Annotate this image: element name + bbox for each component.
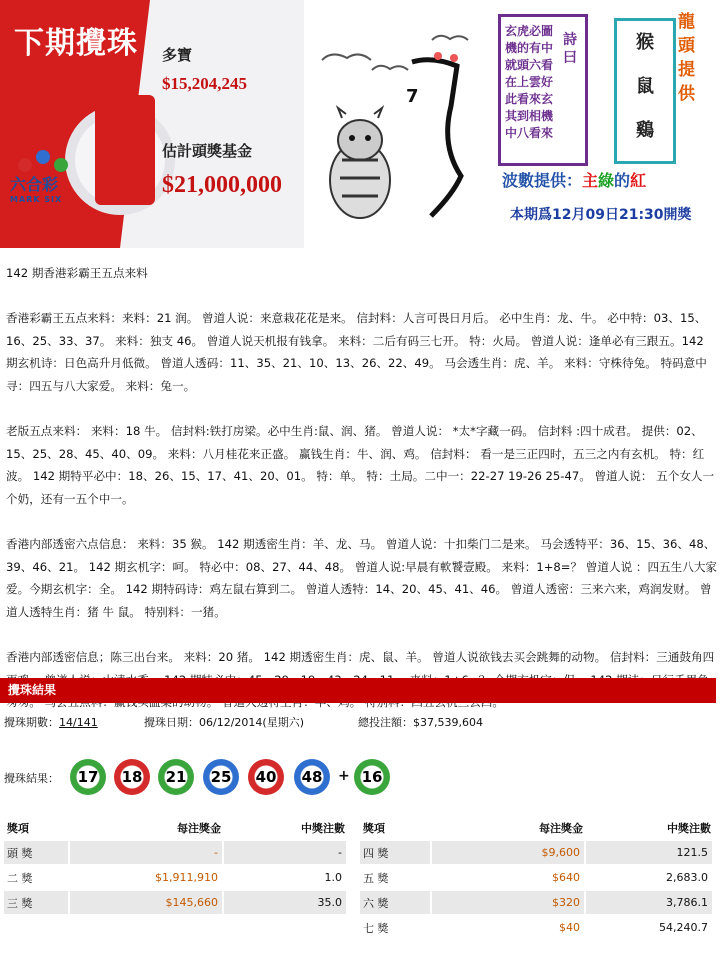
article [6,262,718,714]
amount-cell: $640 [552,871,580,884]
draw-number-value[interactable]: 14/141 [59,716,98,729]
chart-digit: 7 [406,86,419,107]
zodiac-box [614,18,676,164]
count-cell: 1.0 [324,871,342,884]
article-paragraph: 老版五点来料： 来料：18 牛。 信封料:铁打房梁。必中生肖:鼠、润、猪。 曾道人说： *太*字藏一码。 信封料 :四十成君。 提供：02、15、25、28、45、40、09。 来料：八月桂花来正盛。 赢钱生肖：牛、润、鸡。 信封料： 看一是三正四时，五三之内有玄机。 特：红波。 142 期特平必中：18、26、15、17、41、20、01。 特：单。 特：土局。二中一：22-27 19-26 25-47。 曾道人说： 五个女人一 个奶，还有一五个中一。 [6,424,715,506]
credit-char: 的 [614,171,631,190]
extra-ball: 16 [354,759,390,795]
mark-six-logo [10,172,74,204]
amount-cell: $1,911,910 [155,871,218,884]
amount-cell: - [70,841,222,864]
table-row [4,841,346,864]
credit-char: 綠 [598,171,615,190]
header-count: 中獎注數 [667,822,711,835]
blue-ball-icon [36,150,50,164]
logo-en: MARK SIX [10,195,63,204]
credit-text [502,168,646,191]
credit-char: 主 [582,171,599,190]
article-paragraph: 香港内部透密六点信息： 来料：35 猴。 142 期透密生肖：羊、龙、马。 曾道人说：十扣柴门二是来。 马会透特平：36、15、36、48、39、46、21。 142 期玄机字：呵。 特必中：08、27、44、48。 曾道人说:早晨有軟饕壹殿。 来料：1+8=？ 曾道人说 ：四五生八大家爱。今期玄机字：全。 142 期特码诗：鸡左鼠右算到二。 曾道人透特：14、20、45、41、46。 曾道人透密：三来六来，鸡润发财。 曾道人透特生肖：猪 牛 鼠。 特别料：一猪。 [6,537,718,619]
drawn-label: 攪珠結果： [4,772,59,785]
draw-time: 本期爲12月09日21:30開獎 [510,207,692,223]
amount-cell: $145,660 [70,891,222,914]
drawn-ball: 17 [70,759,106,795]
table-row [360,841,712,864]
fund-amount: $21,000,000 [162,172,282,198]
prize-cell: 四 獎 [360,841,430,864]
jackpot-amount: $15,204,245 [162,74,247,93]
prize-cell: 二 獎 [7,871,33,885]
dragon-text: 龍頭提供 [678,12,695,104]
poem-line: 在上雲好 [505,75,554,89]
draw-number-label: 攪珠期數： [4,716,59,729]
zodiac-item: 鼠 [636,76,654,97]
article-paragraph: 香港彩霸王五点来料：来料：21 润。 曾道人说：来意栽花花是来。 信封料：人言可畏日月后。 必中生肖：龙、牛。 必中特：03、15、16、25、33、37。 来料：独支 46。 曾道人说天机报有钱拿。 来料：二后有码三七开。 特：火局。 曾道人说：逢单必有三跟五。142 期玄机诗：日色高升月低微。 曾道人透码：11、35、21、10、13、26、22、49。 马会透生肖：虎、羊。 来料：守株待兔。 特码意中寻：四五与八大家爱。 来料：兔一。 [6,311,707,393]
count-cell: 54,240.7 [659,921,708,934]
poem-line: 此看來玄 [505,92,554,106]
poem-label: 詩曰 [563,32,577,66]
prize-cell: 頭 獎 [4,841,68,864]
poem-line: 就頭六看 [505,58,554,72]
prize-cell: 五 獎 [363,871,389,885]
poem-line: 中八看來 [505,126,554,140]
article-paragraph: 香港内部透密信息；陈三出台来。 来料：20 猪。 142 期透密生肖：虎、鼠、羊。 曾道人说欲钱去买会跳舞的动物。 信封料：三通鼓角四 [6,650,715,665]
table-row [360,891,712,914]
drawn-ball: 18 [114,759,150,795]
drawn-ball: 25 [203,759,239,795]
turnover-value: $37,539,604 [413,716,483,729]
draw-date-value: 06/12/2014(星期六) [199,716,304,729]
count-cell: - [224,841,346,864]
count-cell: 2,683.0 [666,871,708,884]
poem-line: 機的有中 [505,41,554,55]
results-title: 攪珠結果 [8,683,57,697]
tiger-illustration [312,0,492,248]
header-prize: 獎項 [363,822,385,835]
plus-sign: + [338,768,350,784]
poem-lines [505,23,561,142]
prize-table-left [2,815,348,916]
draw-number [4,714,98,730]
table-row [360,866,712,889]
header-amount: 每注獎金 [539,822,583,835]
drawn-ball: 48 [294,759,330,795]
jackpot-label: 多寶 [162,48,193,64]
prize-cell: 七 獎 [363,921,389,935]
results-bar [0,678,716,703]
mark-six-banner[interactable] [0,0,304,248]
prize-cell: 三 獎 [4,891,68,914]
red-ball-icon [18,158,32,172]
drawn-ball: 40 [248,759,284,795]
table-row [4,891,346,914]
green-ball-icon [54,158,68,172]
table-header [4,817,346,839]
header-prize: 獎項 [7,822,29,835]
count-cell: 121.5 [586,841,712,864]
article-heading: 142 期香港彩霸王五点来料 [6,266,148,280]
amount-cell: $9,600 [432,841,584,864]
credit-char: 紅 [630,171,647,190]
draw-date-label: 攪珠日期： [144,716,199,729]
header-count: 中獎注數 [301,822,345,835]
poem-box [498,14,588,166]
banner-title: 下期攪珠 [14,26,138,61]
zodiac-item: 鷄 [636,120,654,141]
logo-cn: 六合彩 [10,175,59,194]
prize-table-right [358,815,714,941]
count-cell: 35.0 [224,891,346,914]
tip-banner[interactable] [312,0,724,248]
zodiac-item: 猴 [636,32,654,53]
poem-line: 玄虎必圖 [505,24,554,38]
count-cell: 3,786.1 [586,891,712,914]
table-row [360,916,712,939]
turnover-label: 總投注額： [358,716,413,729]
drawn-ball: 21 [158,759,194,795]
poem-line: 其到相機 [505,109,554,123]
table-header [360,817,712,839]
amount-cell: $320 [432,891,584,914]
draw-date [144,714,304,730]
fund-label: 估計頭獎基金 [162,144,253,160]
header-amount: 每注獎金 [177,822,221,835]
table-row [4,866,346,889]
prize-cell: 六 獎 [360,891,430,914]
turnover [358,714,483,730]
credit-prefix: 波數提供： [502,171,583,190]
amount-cell: $40 [559,921,580,934]
